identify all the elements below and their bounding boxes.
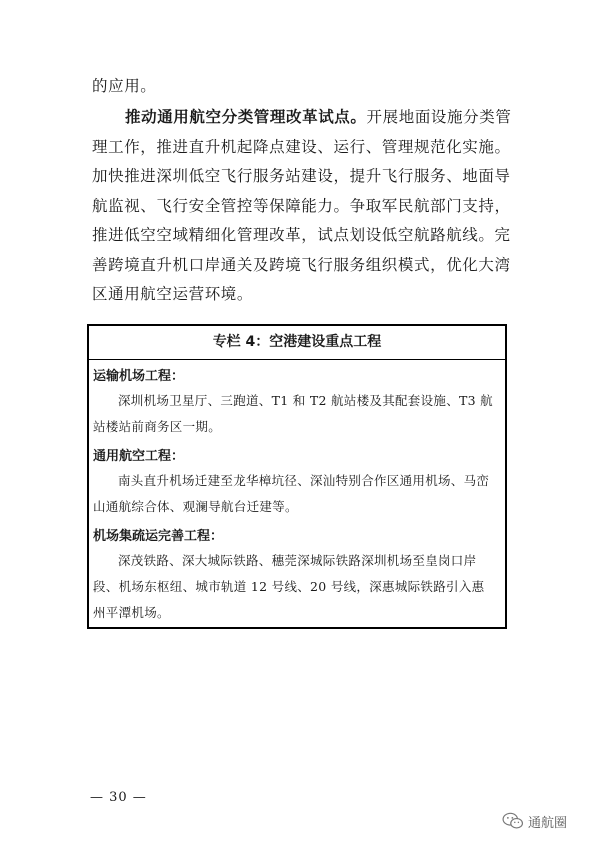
paragraph-general-aviation-reform [92, 103, 516, 310]
paragraph-lead-heading: 推动通用航空分类管理改革试点。 [125, 108, 367, 126]
section-heading-general-aviation: 通用航空工程： [93, 449, 185, 464]
feature-box-title: 专栏 4：空港建设重点工程 [89, 326, 505, 360]
feature-box-airport-projects [87, 324, 507, 629]
watermark-text: 通航圈 [528, 815, 568, 831]
page-number: — 30 — [90, 790, 147, 805]
section-body-transport-airport: 深圳机场卫星厅、三跑道、T1 和 T2 航站楼及其配套设施、T3 航站楼站前商务区一期。 [93, 393, 493, 434]
section-body-airport-access: 深茂铁路、深大城际铁路、穗莞深城际铁路深圳机场至皇岗口岸段、机场东枢纽、城市轨道 12 号线、20 号线，深惠城际铁路引入惠州平潭机场。 [93, 553, 485, 620]
paragraph-body-text: 开展地面设施分类管理工作，推进直升机起降点建设、运行、管理规范化实施。加快推进深圳低空飞行服务站建设，提升飞行服务、地面导航监视、飞行安全管控等保障能力。争取军民航部门支持，推进低空空域精细化管理改革，试点划设低空航路航线。完善跨境直升机口岸通关及跨境飞行服务组织模式，优化大湾区通用航空运营环境。 [92, 108, 512, 303]
paragraph-continuation: 的应用。 [92, 77, 157, 95]
section-body-general-aviation: 南头直升机场迁建至龙华樟坑径、深汕特别合作区通用机场、马峦山通航综合体、观澜导航台迁建等。 [93, 473, 490, 514]
section-heading-transport-airport: 运输机场工程： [93, 369, 185, 384]
section-heading-airport-access: 机场集疏运完善工程： [93, 529, 224, 544]
wechat-icon [502, 812, 524, 830]
watermark [502, 810, 567, 832]
